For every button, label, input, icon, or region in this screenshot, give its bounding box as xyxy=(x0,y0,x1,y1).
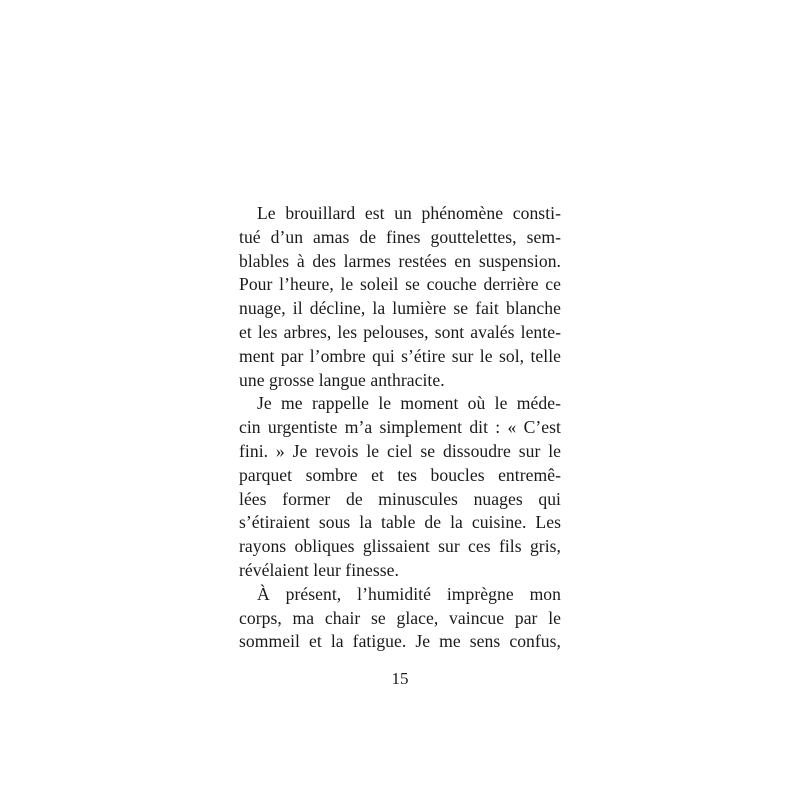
text-line: révélaient leur finesse. xyxy=(239,559,399,580)
text-line: tué d’un amas de fines gouttelettes, sem- xyxy=(239,226,561,247)
text-line: s’étiraient sous la table de la cuisine. Les xyxy=(239,512,561,533)
text-line: blables à des larmes restées en suspension. xyxy=(239,250,561,271)
text-line: Pour l’heure, le soleil se couche derrière ce xyxy=(239,274,561,295)
text-line: À présent, l’humidité imprègne mon xyxy=(257,583,561,604)
text-line: Le brouillard est un phénomène consti- xyxy=(257,203,561,223)
page-number: 15 xyxy=(391,669,409,688)
text-line: rayons obliques glissaient sur ces fils gris, xyxy=(239,536,561,557)
body-text xyxy=(239,202,561,654)
text-line: nuage, il décline, la lumière se fait blanche xyxy=(239,298,561,319)
text-line: cin urgentiste m’a simplement dit : « C’est xyxy=(239,417,561,438)
text-line: fini. » Je revois le ciel se dissoudre sur le xyxy=(239,440,561,461)
text-line: ment par l’ombre qui s’étire sur le sol, telle xyxy=(239,345,561,366)
text-line: une grosse langue anthracite. xyxy=(239,369,445,390)
text-line: corps, ma chair se glace, vaincue par le xyxy=(239,607,561,628)
text-line: parquet sombre et tes boucles entremê- xyxy=(239,464,561,485)
text-line: et les arbres, les pelouses, sont avalés lente- xyxy=(239,321,561,342)
text-line: lées former de minuscules nuages qui xyxy=(239,488,561,509)
text-line: Je me rappelle le moment où le méde- xyxy=(257,393,561,414)
text-line: sommeil et la fatigue. Je me sens confus, xyxy=(239,631,561,652)
